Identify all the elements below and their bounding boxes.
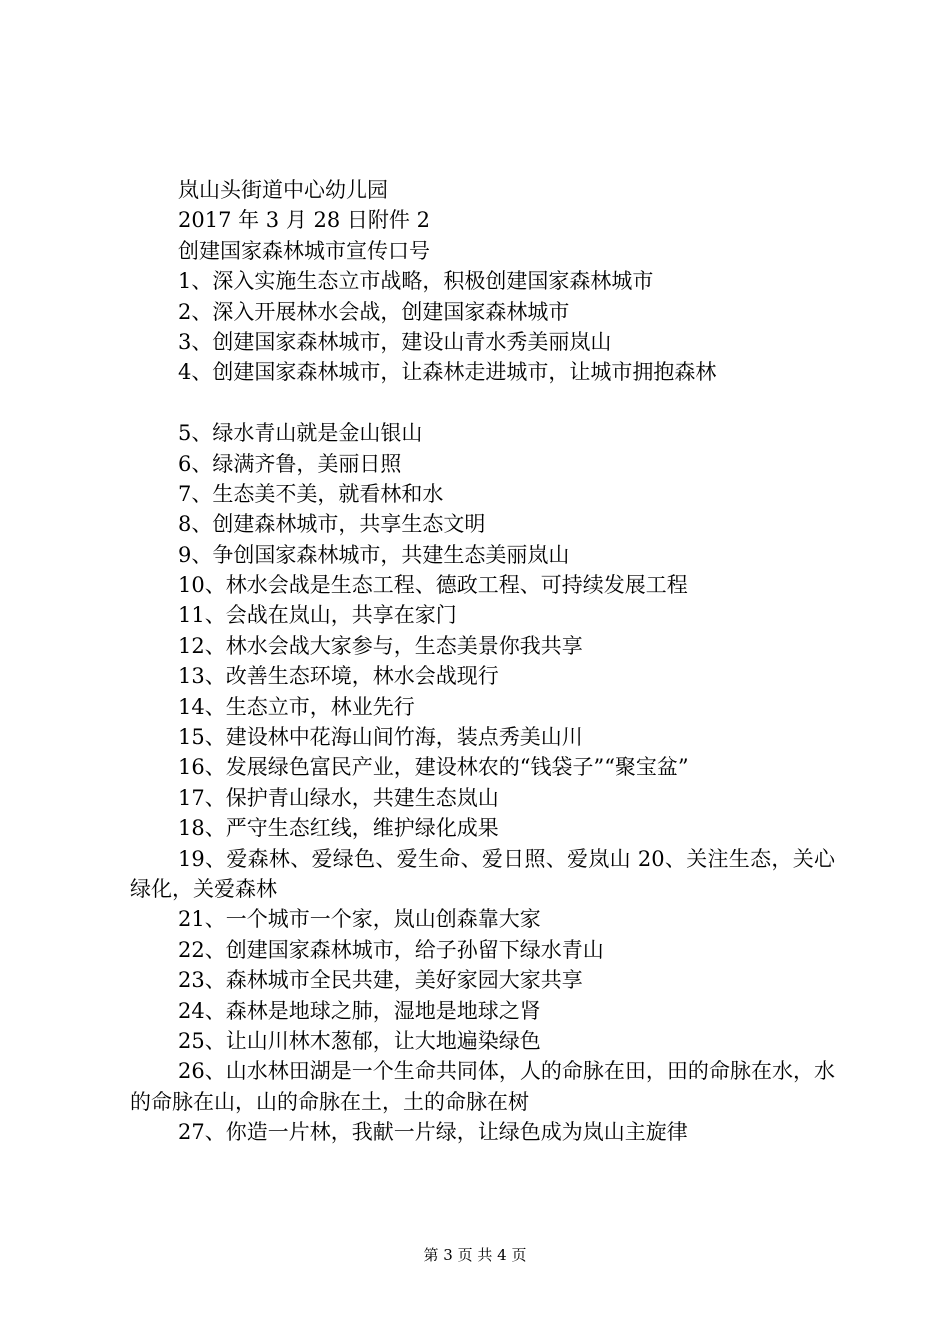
slogan-item: 24、森林是地球之肺，湿地是地球之肾 xyxy=(178,998,541,1023)
slogan-item: 1、深入实施生态立市战略，积极创建国家森林城市 xyxy=(178,269,654,294)
slogan-item: 14、生态立市，林业先行 xyxy=(178,694,415,719)
date-attachment: 2017 年 3 月 28 日附件 2 xyxy=(178,208,430,233)
slogan-item: 7、生态美不美，就看林和水 xyxy=(178,481,444,506)
slogan-item: 10、林水会战是生态工程、德政工程、可持续发展工程 xyxy=(178,573,688,598)
slogan-item: 18、严守生态红线，维护绿化成果 xyxy=(178,816,499,841)
slogan-item: 2、深入开展林水会战，创建国家森林城市 xyxy=(178,299,570,324)
slogan-item: 22、创建国家森林城市，给子孙留下绿水青山 xyxy=(178,937,604,962)
slogan-item: 27、你造一片林，我献一片绿，让绿色成为岚山主旋律 xyxy=(178,1120,688,1145)
blank-line xyxy=(130,388,835,418)
slogan-item: 23、森林城市全民共建，美好家园大家共享 xyxy=(178,968,583,993)
slogan-item: 13、改善生态环境，林水会战现行 xyxy=(178,664,499,689)
slogan-item: 15、建设林中花海山间竹海，装点秀美山川 xyxy=(178,725,583,750)
slogan-item: 21、一个城市一个家，岚山创森靠大家 xyxy=(178,907,541,932)
slogan-item: 19、爱森林、爱绿色、爱生命、爱日照、爱岚山 20、关注生态，关心绿化，关爱森林 xyxy=(130,846,835,902)
org-name: 岚山头街道中心幼儿园 xyxy=(178,178,388,202)
slogan-item: 11、会战在岚山，共享在家门 xyxy=(178,603,457,628)
slogan-item: 17、保护青山绿水，共建生态岚山 xyxy=(178,785,499,810)
slogan-item: 16、发展绿色富民产业，建设林农的“钱袋子”“聚宝盆” xyxy=(178,755,689,780)
document-body xyxy=(130,175,835,1148)
slogan-item: 5、绿水青山就是金山银山 xyxy=(178,421,423,446)
slogan-item: 4、创建国家森林城市，让森林走进城市，让城市拥抱森林 xyxy=(178,360,717,385)
slogan-item: 26、山水林田湖是一个生命共同体，人的命脉在田，田的命脉在水，水的命脉在山，山的命脉在土，土的命脉在树 xyxy=(130,1059,835,1114)
doc-title: 创建国家森林城市宣传口号 xyxy=(178,238,430,263)
slogan-item: 3、创建国家森林城市，建设山青水秀美丽岚山 xyxy=(178,329,612,354)
slogan-item: 12、林水会战大家参与，生态美景你我共享 xyxy=(178,633,583,658)
page-footer: 第 3 页 共 4 页 xyxy=(423,1246,527,1264)
slogan-item: 25、让山川林木葱郁，让大地遍染绿色 xyxy=(178,1028,541,1053)
slogan-item: 9、争创国家森林城市，共建生态美丽岚山 xyxy=(178,542,570,567)
slogan-item: 6、绿满齐鲁，美丽日照 xyxy=(178,451,402,476)
slogan-item: 8、创建森林城市，共享生态文明 xyxy=(178,512,486,537)
